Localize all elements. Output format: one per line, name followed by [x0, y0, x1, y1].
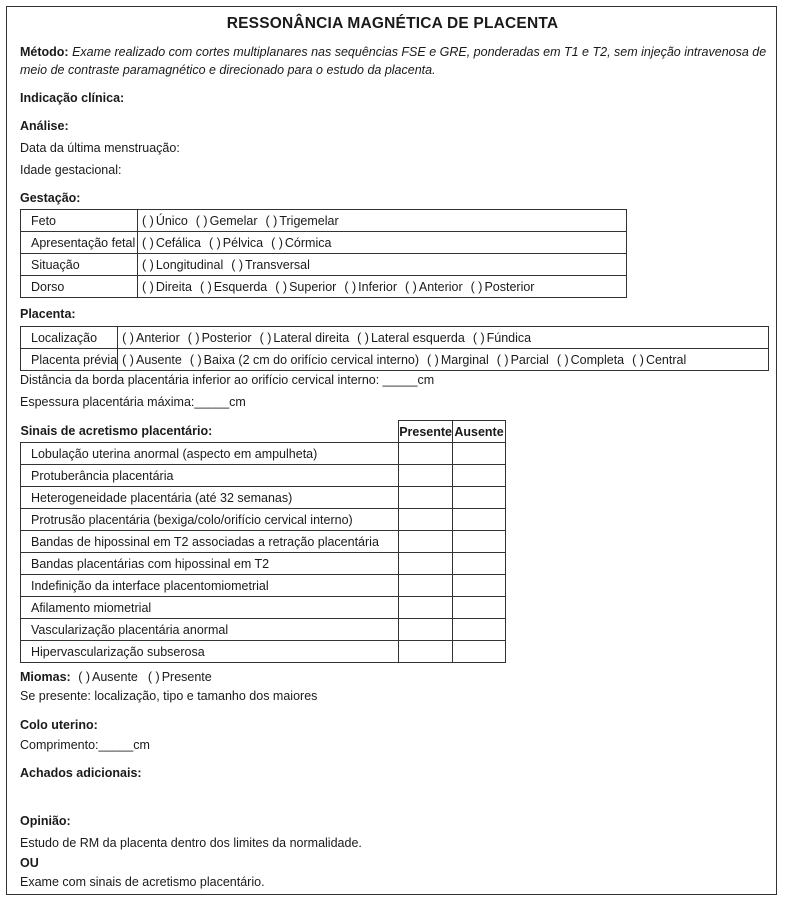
option-label: Presente — [161, 670, 212, 684]
accretism-sign-label: Indefinição da interface placentomiometrial — [21, 575, 399, 597]
gestation-row — [21, 254, 627, 276]
checkbox-parens[interactable]: ( ) — [265, 213, 278, 228]
accretism-sign-row — [21, 465, 506, 487]
checkbox-parens[interactable]: ( ) — [142, 235, 154, 250]
absent-cell[interactable] — [453, 465, 506, 487]
present-cell[interactable] — [399, 619, 453, 641]
option[interactable] — [260, 331, 350, 345]
absent-cell[interactable] — [453, 509, 506, 531]
accretism-sign-row — [21, 619, 506, 641]
checkbox-parens[interactable]: ( ) — [122, 330, 134, 345]
option-label: Superior — [289, 279, 337, 294]
checkbox-parens[interactable]: ( ) — [195, 213, 208, 228]
checkbox-parens[interactable]: ( ) — [147, 670, 160, 684]
accretism-sign-label: Heterogeneidade placentária (até 32 semanas) — [21, 487, 399, 509]
option[interactable] — [142, 236, 201, 250]
present-cell[interactable] — [399, 487, 453, 509]
option[interactable] — [142, 280, 192, 294]
clinical-indication-label: Indicação clínica: — [20, 91, 125, 105]
absent-cell[interactable] — [453, 487, 506, 509]
accretism-sign-label: Bandas de hipossinal em T2 associadas a retração placentária — [21, 531, 399, 553]
myomas-note: Se presente: localização, tipo e tamanho dos maiores — [20, 689, 318, 703]
present-cell[interactable] — [399, 597, 453, 619]
checkbox-parens[interactable]: ( ) — [470, 279, 483, 294]
option-label: Completa — [570, 352, 625, 367]
row-options — [118, 349, 769, 371]
option-label: Posterior — [201, 330, 252, 345]
checkbox-parens[interactable]: ( ) — [427, 352, 439, 367]
option[interactable] — [405, 280, 463, 294]
col-present-header: Presente — [399, 421, 453, 443]
option-label: Lateral direita — [273, 330, 350, 345]
opinion-label: Opinião: — [20, 814, 71, 828]
additional-findings-label: Achados adicionais: — [20, 766, 142, 780]
checkbox-parens[interactable]: ( ) — [142, 279, 154, 294]
accretism-table — [20, 420, 506, 663]
option[interactable] — [473, 331, 531, 345]
checkbox-parens[interactable]: ( ) — [275, 279, 288, 294]
checkbox-parens[interactable]: ( ) — [357, 330, 369, 345]
option-label: Fúndica — [486, 330, 532, 345]
option-label: Ausente — [135, 352, 182, 367]
absent-cell[interactable] — [453, 553, 506, 575]
placenta-table — [20, 326, 769, 371]
present-cell[interactable] — [399, 575, 453, 597]
accretism-sign-label: Protuberância placentária — [21, 465, 399, 487]
row-options — [138, 254, 627, 276]
accretism-sign-label: Lobulação uterina anormal (aspecto em ampulheta) — [21, 443, 399, 465]
gestation-label: Gestação: — [20, 191, 81, 205]
option[interactable] — [188, 331, 252, 345]
accretism-sign-row — [21, 641, 506, 663]
option[interactable] — [632, 353, 686, 367]
checkbox-parens[interactable]: ( ) — [208, 235, 221, 250]
last-menstruation-field[interactable]: Data da última menstruação: — [20, 141, 180, 155]
report-form — [6, 6, 777, 895]
option-label: Único — [155, 213, 188, 228]
row-label: Localização — [21, 327, 118, 349]
present-cell[interactable] — [399, 641, 453, 663]
option-label: Anterior — [418, 279, 463, 294]
accretism-sign-label: Hipervascularização subserosa — [21, 641, 399, 663]
placental-thickness-field[interactable]: Espessura placentária máxima:_____cm — [20, 395, 246, 409]
option[interactable] — [266, 214, 339, 228]
option[interactable] — [231, 258, 310, 272]
opinion-normal: Estudo de RM da placenta dentro dos limites da normalidade. — [20, 836, 362, 850]
row-label: Placenta prévia — [21, 349, 118, 371]
checkbox-parens[interactable]: ( ) — [405, 279, 417, 294]
row-options — [138, 276, 627, 298]
myomas-label: Miomas: — [20, 670, 71, 684]
option-label: Marginal — [440, 352, 489, 367]
row-label: Feto — [21, 210, 138, 232]
accretism-sign-row — [21, 575, 506, 597]
checkbox-parens[interactable]: ( ) — [189, 352, 202, 367]
option-label: Direita — [155, 279, 192, 294]
absent-cell[interactable] — [453, 597, 506, 619]
option[interactable] — [142, 214, 188, 228]
checkbox-parens[interactable]: ( ) — [142, 257, 154, 272]
checkbox-parens[interactable]: ( ) — [632, 352, 644, 367]
option-label: Trigemelar — [279, 213, 339, 228]
option-label: Inferior — [358, 279, 398, 294]
option[interactable] — [471, 280, 535, 294]
option[interactable] — [200, 280, 267, 294]
method-text: Exame realizado com cortes multiplanares nas sequências FSE e GRE, ponderadas em T1 e T2, sem injeção intravenosa de meio de contraste paramagnético e direcionado para o estudo da placenta. — [20, 45, 767, 77]
accretism-header: Sinais de acretismo placentário: — [21, 421, 399, 443]
accretism-sign-row — [21, 509, 506, 531]
row-options — [118, 327, 769, 349]
checkbox-parens[interactable]: ( ) — [472, 330, 485, 345]
cervix-length-field[interactable]: Comprimento:_____cm — [20, 738, 150, 752]
option[interactable] — [190, 353, 419, 367]
option-label: Lateral esquerda — [370, 330, 465, 345]
absent-cell[interactable] — [453, 641, 506, 663]
cervix-label: Colo uterino: — [20, 718, 98, 732]
option-label: Baixa (2 cm do orifício cervical interno) — [203, 352, 420, 367]
checkbox-parens[interactable]: ( ) — [142, 213, 154, 228]
option[interactable] — [142, 258, 223, 272]
myoma-option[interactable] — [78, 669, 138, 685]
method-label: Método: — [20, 45, 69, 59]
option-label: Cefálica — [155, 235, 201, 250]
option-label: Parcial — [510, 352, 549, 367]
present-cell[interactable] — [399, 553, 453, 575]
myoma-option[interactable] — [148, 669, 212, 685]
placental-distance-field[interactable]: Distância da borda placentária inferior ao orifício cervical interno: _____cm — [20, 373, 435, 387]
present-cell[interactable] — [399, 531, 453, 553]
gestational-age-field[interactable]: Idade gestacional: — [20, 163, 122, 177]
absent-cell[interactable] — [453, 443, 506, 465]
present-cell[interactable] — [399, 509, 453, 531]
accretism-sign-label: Bandas placentárias com hipossinal em T2 — [21, 553, 399, 575]
row-label: Apresentação fetal — [21, 232, 138, 254]
myomas-row — [20, 669, 222, 685]
option[interactable] — [357, 331, 465, 345]
checkbox-parens[interactable]: ( ) — [187, 330, 200, 345]
checkbox-parens[interactable]: ( ) — [344, 279, 357, 294]
checkbox-parens[interactable]: ( ) — [556, 352, 569, 367]
option-label: Anterior — [135, 330, 180, 345]
gestation-row — [21, 232, 627, 254]
accretism-sign-row — [21, 443, 506, 465]
option[interactable] — [122, 353, 182, 367]
option[interactable] — [271, 236, 331, 250]
checkbox-parens[interactable]: ( ) — [78, 670, 90, 684]
option-label: Posterior — [484, 279, 535, 294]
analysis-label: Análise: — [20, 119, 69, 133]
option-label: Pélvica — [222, 235, 264, 250]
col-absent-header: Ausente — [453, 421, 506, 443]
option[interactable] — [209, 236, 263, 250]
placenta-label: Placenta: — [20, 307, 76, 321]
checkbox-parens[interactable]: ( ) — [496, 352, 509, 367]
checkbox-parens[interactable]: ( ) — [122, 352, 134, 367]
option[interactable] — [427, 353, 489, 367]
accretism-sign-row — [21, 553, 506, 575]
absent-cell[interactable] — [453, 619, 506, 641]
option-label: Córmica — [284, 235, 332, 250]
opinion-or: OU — [20, 856, 39, 870]
accretism-sign-row — [21, 487, 506, 509]
present-cell[interactable] — [399, 465, 453, 487]
option[interactable] — [557, 353, 624, 367]
accretism-sign-row — [21, 531, 506, 553]
gestation-row — [21, 276, 627, 298]
present-cell[interactable] — [399, 443, 453, 465]
placenta-row — [21, 349, 769, 371]
row-label: Situação — [21, 254, 138, 276]
option[interactable] — [497, 353, 549, 367]
option-label: Ausente — [92, 670, 138, 684]
option-label: Central — [645, 352, 687, 367]
option-label: Gemelar — [209, 213, 258, 228]
gestation-table — [20, 209, 627, 298]
opinion-abnormal: Exame com sinais de acretismo placentário. — [20, 875, 265, 889]
checkbox-parens[interactable]: ( ) — [231, 257, 244, 272]
checkbox-parens[interactable]: ( ) — [259, 330, 272, 345]
gestation-row — [21, 210, 627, 232]
method-paragraph — [20, 43, 772, 79]
accretism-sign-label: Afilamento miometrial — [21, 597, 399, 619]
accretism-sign-row — [21, 597, 506, 619]
accretism-sign-label: Vascularização placentária anormal — [21, 619, 399, 641]
accretism-sign-label: Protrusão placentária (bexiga/colo/orifício cervical interno) — [21, 509, 399, 531]
report-title: RESSONÂNCIA MAGNÉTICA DE PLACENTA — [226, 15, 559, 32]
row-options — [138, 210, 627, 232]
absent-cell[interactable] — [453, 531, 506, 553]
option-label: Longitudinal — [155, 257, 224, 272]
option-label: Esquerda — [213, 279, 268, 294]
option-label: Transversal — [245, 257, 310, 272]
option[interactable] — [344, 280, 397, 294]
row-label: Dorso — [21, 276, 138, 298]
option[interactable] — [196, 214, 258, 228]
row-options — [138, 232, 627, 254]
checkbox-parens[interactable]: ( ) — [271, 235, 283, 250]
option[interactable] — [122, 331, 180, 345]
absent-cell[interactable] — [453, 575, 506, 597]
checkbox-parens[interactable]: ( ) — [199, 279, 212, 294]
option[interactable] — [275, 280, 336, 294]
placenta-row — [21, 327, 769, 349]
